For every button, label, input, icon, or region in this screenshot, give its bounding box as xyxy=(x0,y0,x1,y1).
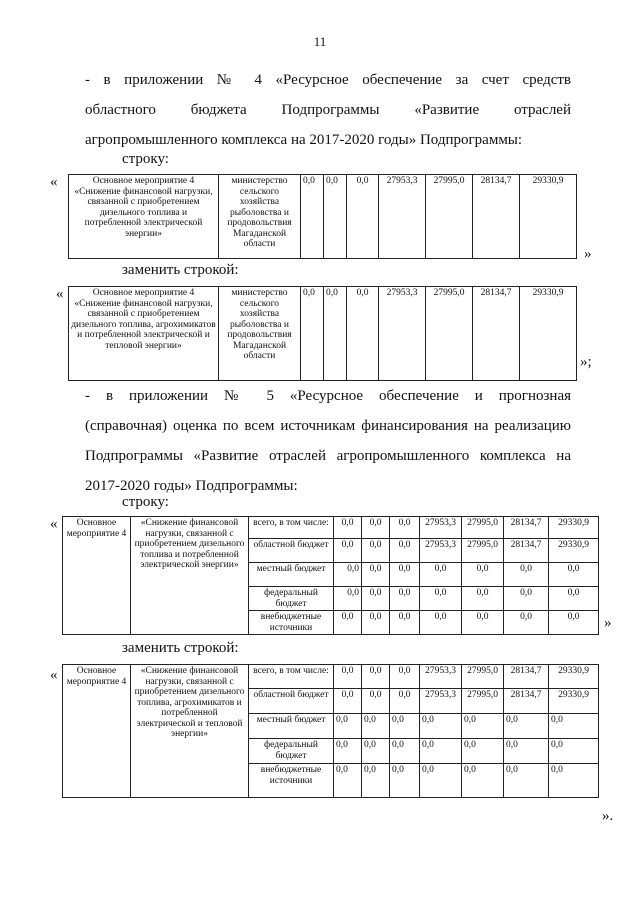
cell-value: 27953,3 xyxy=(420,517,462,539)
cell-value: 0,0 xyxy=(362,714,390,739)
cell-value: 27995,0 xyxy=(462,689,504,714)
label-row: строку: xyxy=(122,494,169,510)
quote-close: ». xyxy=(602,808,614,824)
cell-value: 0,0 xyxy=(504,611,549,635)
cell-value: 0,0 xyxy=(362,739,390,764)
cell-value: 27953,3 xyxy=(420,539,462,563)
cell-source: внебюджетные источники xyxy=(249,611,334,635)
quote-close: » xyxy=(604,615,612,631)
cell-value: 0,0 xyxy=(362,563,390,587)
cell-source: всего, в том числе: xyxy=(249,665,334,689)
cell-value: 0,0 xyxy=(420,714,462,739)
cell-value: 28134,7 xyxy=(504,539,549,563)
quote-open: « xyxy=(56,286,64,302)
cell-value: 27953,3 xyxy=(420,689,462,714)
cell-value: 27995,0 xyxy=(462,517,504,539)
cell-value: 29330,9 xyxy=(520,175,577,259)
cell-value: 0,0 xyxy=(362,539,390,563)
cell-value: 0,0 xyxy=(301,287,324,381)
paragraph-line: - в приложении № 4 «Ресурсное обеспечение за счет средств xyxy=(85,72,571,88)
cell-value: 0,0 xyxy=(420,611,462,635)
cell-value: 0,0 xyxy=(462,739,504,764)
cell-value: 0,0 xyxy=(390,563,420,587)
cell-value: 0,0 xyxy=(301,175,324,259)
cell-source: федеральный бюджет xyxy=(249,739,334,764)
cell-value: 29330,9 xyxy=(549,689,599,714)
cell-value: 0,0 xyxy=(390,539,420,563)
cell-source: всего, в том числе: xyxy=(249,517,334,539)
cell-value: 0,0 xyxy=(420,739,462,764)
cell-value: 0,0 xyxy=(334,539,362,563)
cell-value: 0,0 xyxy=(362,689,390,714)
cell-value: 0,0 xyxy=(420,764,462,798)
cell-value: 0,0 xyxy=(462,587,504,611)
cell-value: 0,0 xyxy=(504,764,549,798)
paragraph-appendix-4 xyxy=(85,65,571,155)
cell-value: 0,0 xyxy=(549,587,599,611)
cell-value: 0,0 xyxy=(390,689,420,714)
cell-value: 0,0 xyxy=(390,739,420,764)
cell-measure-name: Основное мероприятие 4 «Снижение финансовой нагрузки, связанной с приобретением дизельного топлива и потребленной электрической энергии» xyxy=(69,175,219,259)
paragraph-appendix-5 xyxy=(85,381,571,501)
paragraph-line: - в приложении № 5 «Ресурсное обеспечение и прогнозная xyxy=(85,388,571,404)
cell-value: 0,0 xyxy=(334,764,362,798)
cell-value: 0,0 xyxy=(390,665,420,689)
cell-value: 0,0 xyxy=(362,517,390,539)
cell-value: 0,0 xyxy=(390,714,420,739)
cell-value: 0,0 xyxy=(324,175,347,259)
quote-close: »; xyxy=(580,354,592,370)
cell-value: 29330,9 xyxy=(520,287,577,381)
cell-value: 0,0 xyxy=(462,611,504,635)
cell-value: 0,0 xyxy=(504,563,549,587)
cell-value: 27995,0 xyxy=(462,539,504,563)
paragraph-line: 2017-2020 годы» Подпрограммы: xyxy=(85,478,298,494)
cell-value: 0,0 xyxy=(390,764,420,798)
cell-value: 27953,3 xyxy=(420,665,462,689)
cell-value: 0,0 xyxy=(334,517,362,539)
quote-open: « xyxy=(50,667,58,683)
cell-value: 0,0 xyxy=(334,587,362,611)
cell-value: 27995,0 xyxy=(426,287,473,381)
cell-value: 0,0 xyxy=(362,764,390,798)
cell-value: 0,0 xyxy=(549,611,599,635)
cell-value: 0,0 xyxy=(362,665,390,689)
paragraph-line: (справочная) оценка по всем источникам финансирования на реализацию xyxy=(85,418,571,434)
cell-value: 27953,3 xyxy=(379,287,426,381)
cell-value: 27953,3 xyxy=(379,175,426,259)
cell-measure-name: «Снижение финансовой нагрузки, связанной с приобретением дизельного топлива и потребленной электрической энергии» xyxy=(131,517,249,635)
cell-value: 0,0 xyxy=(420,563,462,587)
cell-value: 0,0 xyxy=(462,764,504,798)
quote-open: « xyxy=(50,174,58,190)
label-replace: заменить строкой: xyxy=(122,262,239,278)
cell-value: 27995,0 xyxy=(462,665,504,689)
cell-value: 0,0 xyxy=(334,739,362,764)
cell-value: 29330,9 xyxy=(549,539,599,563)
cell-executor: министерство сельского хозяйства рыболовства и продовольствия Магаданской области xyxy=(219,175,301,259)
cell-value: 28134,7 xyxy=(473,287,520,381)
cell-value: 29330,9 xyxy=(549,665,599,689)
cell-value: 0,0 xyxy=(420,587,462,611)
cell-value: 0,0 xyxy=(390,517,420,539)
cell-value: 0,0 xyxy=(347,287,379,381)
cell-value: 0,0 xyxy=(334,611,362,635)
cell-value: 28134,7 xyxy=(504,689,549,714)
cell-value: 0,0 xyxy=(334,689,362,714)
quote-open: « xyxy=(50,516,58,532)
cell-source: внебюджетные источники xyxy=(249,764,334,798)
quote-close: » xyxy=(584,246,592,262)
table-old-row-appendix-4 xyxy=(68,174,577,259)
cell-value: 0,0 xyxy=(347,175,379,259)
cell-source: местный бюджет xyxy=(249,714,334,739)
table-old-row-appendix-5 xyxy=(62,516,599,635)
cell-value: 28134,7 xyxy=(504,517,549,539)
cell-value: 0,0 xyxy=(462,714,504,739)
cell-measure: Основное мероприятие 4 xyxy=(63,665,131,798)
cell-value: 0,0 xyxy=(334,714,362,739)
cell-measure-name: «Снижение финансовой нагрузки, связанной с приобретением дизельного топлива, агрохимикатов и потребленной электрической и тепловой энергии» xyxy=(131,665,249,798)
cell-value: 0,0 xyxy=(390,587,420,611)
cell-source: федеральный бюджет xyxy=(249,587,334,611)
paragraph-line: агропромышленного комплекса на 2017-2020 годы» Подпрограммы: xyxy=(85,132,523,148)
page-number: 11 xyxy=(313,34,327,49)
table-new-row-appendix-5 xyxy=(62,664,599,798)
paragraph-line: Подпрограммы «Развитие отраслей агропромышленного комплекса на xyxy=(85,448,571,464)
cell-value: 27995,0 xyxy=(426,175,473,259)
paragraph-line: областного бюджета Подпрограммы «Развитие отраслей xyxy=(85,102,571,118)
cell-executor: министерство сельского хозяйства рыболовства и продовольствия Магаданской области xyxy=(219,287,301,381)
label-row: строку: xyxy=(122,151,169,167)
cell-source: местный бюджет xyxy=(249,563,334,587)
cell-source: областной бюджет xyxy=(249,689,334,714)
cell-value: 28134,7 xyxy=(504,665,549,689)
cell-value: 0,0 xyxy=(462,563,504,587)
cell-source: областной бюджет xyxy=(249,539,334,563)
cell-value: 0,0 xyxy=(362,587,390,611)
cell-value: 0,0 xyxy=(334,563,362,587)
cell-value: 0,0 xyxy=(334,665,362,689)
cell-value: 0,0 xyxy=(504,739,549,764)
cell-measure: Основное мероприятие 4 xyxy=(63,517,131,635)
cell-value: 0,0 xyxy=(504,587,549,611)
table-new-row-appendix-4 xyxy=(68,286,577,381)
cell-value: 0,0 xyxy=(324,287,347,381)
cell-value: 29330,9 xyxy=(549,517,599,539)
cell-value: 0,0 xyxy=(390,611,420,635)
cell-value: 0,0 xyxy=(362,611,390,635)
cell-value: 0,0 xyxy=(504,714,549,739)
cell-value: 0,0 xyxy=(549,764,599,798)
label-replace: заменить строкой: xyxy=(122,640,239,656)
cell-value: 28134,7 xyxy=(473,175,520,259)
cell-value: 0,0 xyxy=(549,563,599,587)
cell-value: 0,0 xyxy=(549,714,599,739)
cell-measure-name: Основное мероприятие 4 «Снижение финансовой нагрузки, связанной с приобретением дизельного топлива, агрохимикатов и потребленной электрической и тепловой энергии» xyxy=(69,287,219,381)
cell-value: 0,0 xyxy=(549,739,599,764)
